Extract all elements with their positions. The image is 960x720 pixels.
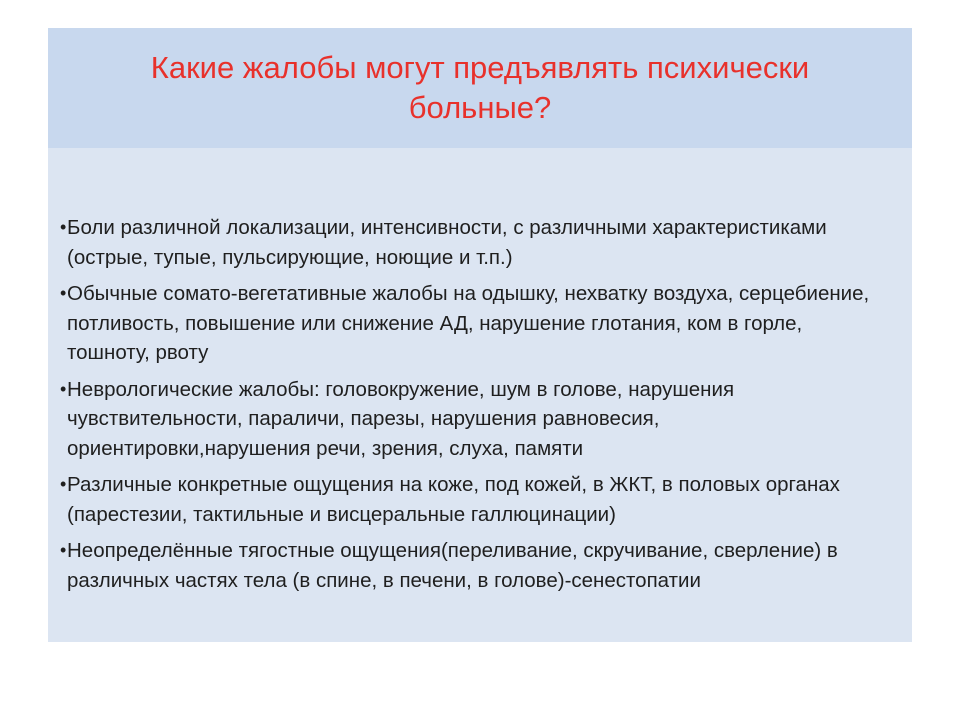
bullet-list (60, 213, 882, 595)
content-band (48, 148, 912, 642)
list-item (60, 279, 882, 368)
bullet-icon: • (60, 217, 67, 237)
bullet-icon: • (60, 283, 67, 303)
bullet-icon: • (60, 540, 67, 560)
list-item (60, 470, 882, 529)
list-item (60, 375, 882, 464)
list-item (60, 213, 882, 272)
list-item-text: Неврологические жалобы: головокружение, шум в голове, нарушения чувствительности, параличи, парезы, нарушения равновесия, ориентировки,нарушения речи, зрения, слуха, памяти (67, 377, 735, 460)
bullet-icon: • (60, 474, 67, 494)
slide-title: Какие жалобы могут предъявлять психически больные? (150, 50, 810, 125)
list-item-text: Боли различной локализации, интенсивности, с различными характеристиками (острые, тупые, пульсирующие, ноющие и т.п.) (67, 216, 827, 269)
list-item (60, 536, 882, 595)
title-band (48, 28, 912, 148)
list-item-text: Неопределённые тягостные ощущения(переливание, скручивание, сверление) в различных частях тела (в спине, в печени, в голове)-сенестопатии (67, 539, 838, 592)
list-item-text: Различные конкретные ощущения на коже, под кожей, в ЖКТ, в половых органах (парестезии, тактильные и висцеральные галлюцинации) (67, 473, 840, 526)
bullet-icon: • (60, 378, 67, 399)
list-item-text: Обычные сомато-вегетативные жалобы на одышку, нехватку воздуха, серцебиение, потливость, повышение или снижение АД, нарушение глотания, ком в горле, тошноту, рвоту (67, 282, 870, 364)
